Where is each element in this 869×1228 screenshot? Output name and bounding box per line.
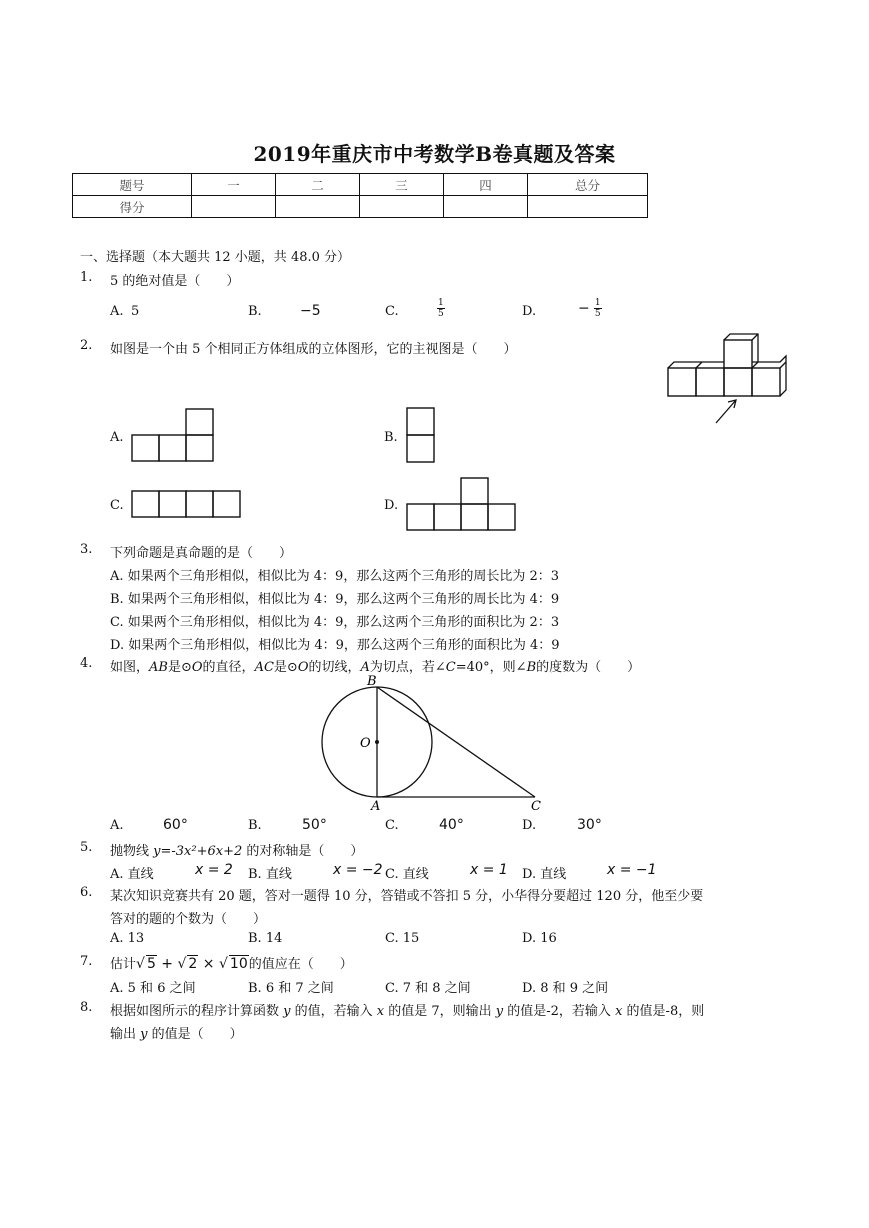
score-table-header-cell: 一 <box>192 174 276 196</box>
question-text <box>110 1000 704 1019</box>
option-label: D. <box>384 498 399 513</box>
option-label: B. <box>248 304 262 319</box>
text-run: 为切点，若∠ <box>369 660 446 675</box>
score-table-cell[interactable] <box>276 196 360 218</box>
score-table-header-cell: 三 <box>360 174 444 196</box>
text-run: 根据如图所示的程序计算函数 <box>110 1004 284 1019</box>
score-table-header-cell: 二 <box>276 174 360 196</box>
text-run: 估计 <box>110 957 137 972</box>
score-table-header-row <box>73 174 648 196</box>
option-label: D. 直线 <box>522 867 567 882</box>
text-run: 输出 <box>110 1027 141 1042</box>
cube-figure <box>660 330 795 430</box>
figure-label-b: B <box>367 674 377 689</box>
fraction-denominator: 5 <box>594 309 601 319</box>
sqrt-radicand: 5 <box>146 956 156 972</box>
point-o: O <box>191 660 203 675</box>
fraction <box>578 298 602 319</box>
option-label: B. <box>248 818 262 833</box>
sqrt-radicand: 10 <box>229 956 248 972</box>
text-run: 是⊙ <box>167 660 192 675</box>
score-table-header-cell: 四 <box>444 174 528 196</box>
option-value: x = −2 <box>333 862 383 878</box>
text-run: 的对称轴是（ ） <box>242 844 364 859</box>
parabola-expression: y=-3x²+6x+2 <box>153 844 243 859</box>
option-text: C. 如果两个三角形相似，相似比为 4：9，那么这两个三角形的面积比为 2：3 <box>110 615 560 630</box>
figure-label-o: O <box>360 736 371 751</box>
question-number: 6. <box>80 885 93 900</box>
option-text: D. 如果两个三角形相似，相似比为 4：9，那么这两个三角形的面积比为 4：9 <box>110 638 560 653</box>
score-table <box>72 173 648 218</box>
score-table-cell[interactable] <box>444 196 528 218</box>
option-text: C. 15 <box>385 931 420 946</box>
option-label: A. <box>110 818 124 833</box>
option-label: D. <box>522 818 537 833</box>
option-label: B. <box>384 430 398 445</box>
point-o: O <box>297 660 309 675</box>
circle-tangent-figure <box>315 672 555 817</box>
question-number: 3. <box>80 542 93 557</box>
text-run: 的值是（ ） <box>147 1027 243 1042</box>
question-number: 1. <box>80 270 93 285</box>
question-text <box>110 840 363 859</box>
option-value: x = 1 <box>470 862 508 878</box>
option-label: A. <box>110 304 124 319</box>
question-number: 8. <box>80 1000 93 1015</box>
segment-ab: AB <box>149 660 168 675</box>
question-text: 5 的绝对值是（ ） <box>110 274 240 289</box>
option-text: A. 5 和 6 之间 <box>110 981 196 996</box>
sqrt-expression: √ 5 + √ 2 × √ 10 <box>136 956 248 972</box>
score-table-cell[interactable] <box>360 196 444 218</box>
page-title: 2019年重庆市中考数学B卷真题及答案 <box>253 142 616 166</box>
option-value: 30° <box>577 817 602 833</box>
segment-ac: AC <box>254 660 274 675</box>
option-label: C. <box>385 818 399 833</box>
point-a: A <box>360 660 370 675</box>
point-b: B <box>526 660 537 675</box>
fraction <box>437 298 445 319</box>
text-run: 的值应在（ ） <box>248 957 353 972</box>
section-heading: 一、选择题（本大题共 12 小题，共 48.0 分） <box>80 250 351 265</box>
text-run: 的值是-8，则 <box>622 1004 705 1019</box>
option-text: A. 13 <box>110 931 145 946</box>
question-text: 某次知识竞赛共有 20 题，答对一题得 10 分，答错或不答扣 5 分，小华得分要超过 120 分，他至少要 <box>110 889 704 904</box>
option-text: B. 6 和 7 之间 <box>248 981 334 996</box>
option-value: x = 2 <box>195 862 233 878</box>
option-label: C. <box>110 498 124 513</box>
var-y: y <box>283 1004 291 1019</box>
score-table-header-cell: 总分 <box>528 174 648 196</box>
text-run: 的度数为（ ） <box>536 660 641 675</box>
option-text: D. 8 和 9 之间 <box>522 981 609 996</box>
question-text: 如图是一个由 5 个相同正方体组成的立体图形，它的主视图是（ ） <box>110 342 517 357</box>
times-sign: × <box>198 956 219 972</box>
text-run: 的切线， <box>308 660 361 675</box>
fraction-numerator: 1 <box>438 298 444 308</box>
var-x: x <box>376 1004 385 1019</box>
var-x: x <box>615 1004 623 1019</box>
option-text: A. 如果两个三角形相似，相似比为 4：9，那么这两个三角形的周长比为 2：3 <box>110 569 560 584</box>
minus-sign: − <box>578 300 590 317</box>
text-run: 如图， <box>110 660 150 675</box>
option-value: −5 <box>300 303 321 319</box>
question-number: 5. <box>80 840 93 855</box>
text-run: 是⊙ <box>273 660 298 675</box>
score-table-score-row <box>73 196 648 218</box>
option-label: B. 直线 <box>248 867 292 882</box>
option-c-figure <box>130 489 245 521</box>
option-value: 40° <box>439 817 464 833</box>
var-y: y <box>140 1027 148 1042</box>
question-text: 答对的题的个数为（ ） <box>110 912 267 927</box>
question-text: 下列命题是真命题的是（ ） <box>110 546 293 561</box>
sqrt-radicand: 2 <box>188 956 198 972</box>
question-text <box>110 1023 243 1042</box>
point-c: C <box>445 660 456 675</box>
option-label: A. <box>110 430 124 445</box>
option-value: x = −1 <box>607 862 657 878</box>
question-number: 2. <box>80 338 93 353</box>
score-table-cell[interactable] <box>528 196 648 218</box>
option-text: D. 16 <box>522 931 557 946</box>
figure-label-a: A <box>371 799 381 814</box>
option-label: A. 直线 <box>110 867 154 882</box>
option-value: 5 <box>131 304 140 319</box>
figure-label-c: C <box>531 799 541 814</box>
option-value: 50° <box>302 817 327 833</box>
option-label: D. <box>522 304 537 319</box>
var-y: y <box>495 1004 504 1019</box>
question-number: 4. <box>80 656 93 671</box>
text-run: 的值是-2，若输入 <box>503 1004 616 1019</box>
option-label: C. <box>385 304 399 319</box>
plus-sign: + <box>156 956 178 972</box>
option-label: C. 直线 <box>385 867 429 882</box>
score-table-cell[interactable] <box>192 196 276 218</box>
option-a-figure <box>130 408 220 466</box>
text-run: 抛物线 <box>110 844 154 859</box>
option-d-figure <box>405 475 520 535</box>
option-text: B. 如果两个三角形相似，相似比为 4：9，那么这两个三角形的周长比为 4：9 <box>110 592 560 607</box>
option-text: C. 7 和 8 之间 <box>385 981 471 996</box>
score-table-row-label: 得分 <box>73 196 192 218</box>
fraction-numerator: 1 <box>594 298 601 308</box>
score-table-header-cell: 题号 <box>73 174 192 196</box>
text-run: 的值是 7，则输出 <box>384 1004 496 1019</box>
fraction-denominator: 5 <box>438 309 444 319</box>
option-b-figure <box>405 406 440 466</box>
question-number: 7. <box>80 954 93 969</box>
option-text: B. 14 <box>248 931 283 946</box>
text-run: =40°，则∠ <box>455 660 527 675</box>
text-run: 的直径， <box>202 660 255 675</box>
question-text <box>110 953 353 972</box>
text-run: 的值，若输入 <box>290 1004 377 1019</box>
option-value: 60° <box>163 817 188 833</box>
